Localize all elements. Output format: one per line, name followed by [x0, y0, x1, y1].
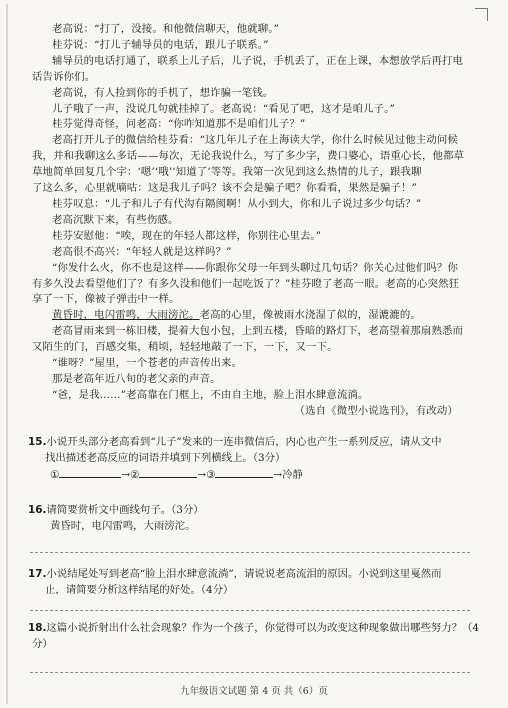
question-16 — [28, 502, 476, 534]
answer-blank-3[interactable] — [215, 466, 273, 478]
story-line: 桂芬叹息：“儿子和儿子有代沟有隔阂啊！从小到大，你和儿子说过多少句话？” — [52, 197, 422, 210]
story-line: 我，并和我聊这么多话——每次，无论我说什么，写了多少字，费口婆心，语重心长，他都草 — [32, 150, 465, 163]
story-line: 又陌生的门，百感交集，稍顷，轻轻地敲了一下，一下，又一下。 — [32, 341, 338, 354]
paper-edge — [6, 4, 8, 704]
story-line: 享了一下，像被子弹击中一样。 — [32, 293, 180, 306]
flow-step-2: →② — [121, 469, 140, 481]
story-line: 辅导员的电话打通了，联系上儿子后，儿子说，手机丢了，正在上课，本想放学后再打电 — [52, 54, 464, 67]
question-15 — [28, 434, 476, 483]
answer-line — [30, 610, 470, 611]
story-line: 老高说：“打了，没接。和他微信聊天，他就聊。” — [52, 23, 280, 35]
flow-step-3: →③ — [197, 469, 216, 481]
story-line: 老高沉默下来，有些伤感。 — [52, 213, 179, 226]
question-text: 小说开头部分老高看到“儿子”发来的一连串微信后，内心也产生一系列反应，请从文中 — [46, 436, 442, 448]
story-line: 老高说，有人捡到你的手机了，想诈骗一笔钱。 — [52, 86, 274, 99]
answer-line — [30, 672, 470, 673]
question-text: 分） — [32, 638, 53, 650]
question-17 — [28, 566, 476, 598]
story-line: 老高冒雨来到一栋旧楼，提着大包小包，上到五楼，昏暗的路灯下，老高望着那扇熟悉而 — [52, 325, 464, 338]
story-line: 草地简单回复几个字：‘嗯’‘哦’‘知道了’等等。我第一次见到这么热情的儿子，跟我聊 — [32, 166, 422, 179]
question-text: 止，请简要分析这样结尾的好处。（4分） — [45, 584, 234, 596]
question-text: 找出描述老高反应的词语并填到下列横线上。（3分） — [45, 452, 286, 464]
answer-blank-2[interactable] — [139, 466, 197, 478]
story-line: 那是老高年近八旬的老父亲的声音。 — [52, 372, 221, 385]
question-18 — [28, 620, 480, 652]
underlined-sentence: 黄昏时，电闪雷鸣，大雨滂沱。 — [52, 309, 200, 322]
flow-step-4: →冷静 — [273, 469, 303, 481]
story-line: 桂芬安慰他：“唉，现在的年轻人都这样，你别往心里去。” — [52, 229, 322, 242]
story-line: 有多久没去看望他们了？有多久没和他们一起吃饭了？”桂芬瞪了老高一眼。老高的心突然狂 — [32, 277, 460, 290]
answer-flow — [28, 466, 476, 483]
story-line: 话告诉你们。 — [32, 70, 96, 83]
question-text: 请简要赏析文中画线句子。（3分） — [46, 504, 204, 516]
story-line: 老高很不高兴：“年轻人就是这样吗？” — [52, 245, 232, 258]
question-number: 18. — [28, 622, 47, 634]
answer-blank-1[interactable] — [59, 466, 121, 478]
question-text: 这篇小说折射出什么社会现象？作为一个孩子，你觉得可以为改变这种现象做出哪些努力？（4 — [46, 622, 480, 634]
story-line: 了这么多，心里就嘀咕：这是我儿子吗？该不会是骗子吧？你看看，果然是骗子！” — [32, 182, 417, 195]
story-line: 老高打开儿子的微信给桂芬看：“这几年儿子在上海读大学，你什么时候见过他主动问候 — [52, 134, 459, 147]
question-number: 15. — [28, 436, 47, 448]
answer-line — [30, 552, 470, 553]
question-number: 17. — [28, 568, 47, 580]
story-line: “你发什么火，你不也是这样——你跟你父母一年到头聊过几句话？你关心过他们吗？你 — [52, 261, 459, 274]
crop-mark — [475, 8, 488, 21]
story-line: 儿子哦了一声，没说几句就挂掉了。老高说：“看见了吧，这才是咱儿子。” — [52, 102, 396, 115]
question-text: 小说结尾处写到老高“脸上泪水肆意流淌”，请说说老高流泪的原因。小说到这里戛然而 — [46, 568, 442, 580]
quoted-sentence: 黄昏时，电闪雷鸣，大雨滂沱。 — [50, 520, 196, 532]
story-line: 桂芬觉得奇怪，问老高：“你咋知道那不是咱们儿子？” — [52, 118, 306, 131]
question-number: 16. — [28, 504, 47, 516]
page-footer: 九年级语文试题 第 4 页 共（6）页 — [180, 686, 328, 697]
story-line: “谁呀？”屋里，一个苍老的声音传出来。 — [52, 357, 243, 370]
story-line: 桂芬说：“打儿子辅导员的电话，跟儿子联系。” — [52, 38, 269, 51]
story-line: “爸，是我……”老高靠在门框上，不由自主地，脸上泪水肆意流淌。 — [52, 388, 369, 401]
flow-step-1: ① — [50, 469, 60, 481]
story-text — [32, 22, 476, 420]
source-note: （选自《微型小说选刊》，有改动） — [294, 404, 458, 417]
story-line: 黄昏时，电闪雷鸣，大雨滂沱。老高的心里，像被雨水浇湿了似的，湿漉漉的。 — [52, 309, 421, 322]
